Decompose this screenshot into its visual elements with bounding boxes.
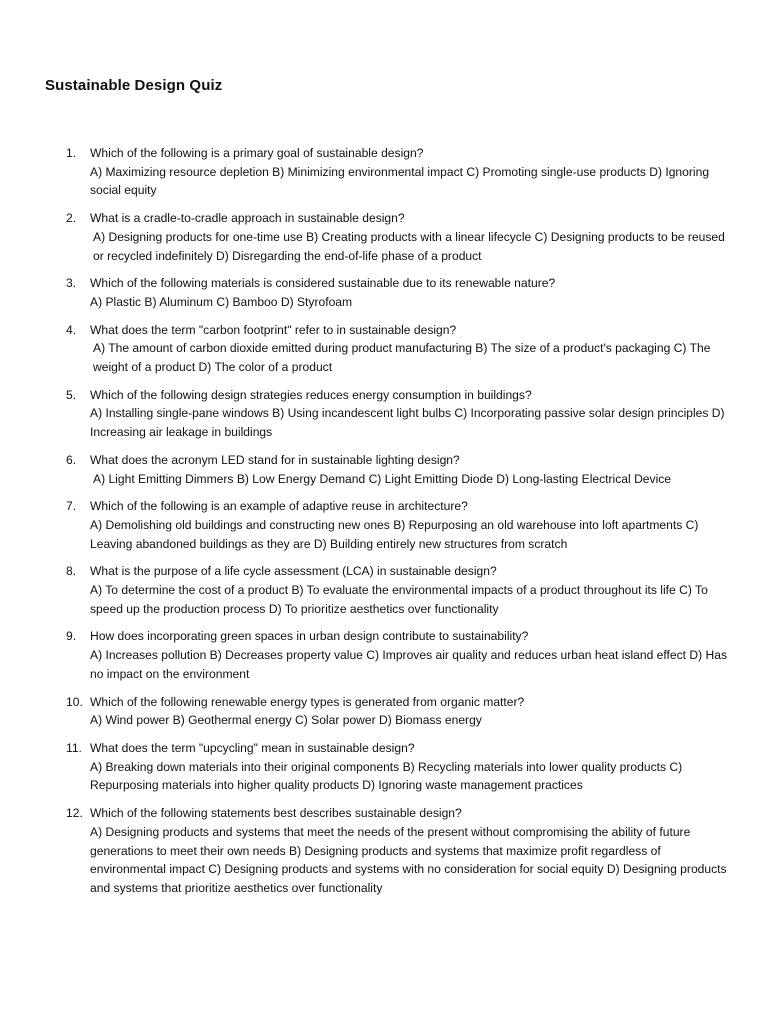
question-text: What does the term "upcycling" mean in sustainable design? [90,740,415,755]
question-item [0,451,768,488]
question-text: Which of the following is an example of adaptive reuse in architecture? [90,499,468,514]
question-item [0,562,768,618]
page-title: Sustainable Design Quiz [45,77,223,94]
question-text: What is the purpose of a life cycle assessment (LCA) in sustainable design? [90,564,497,579]
question-text: Which of the following materials is considered sustainable due to its renewable nature? [90,276,556,291]
question-options: A) Wind power B) Geothermal energy C) Solar power D) Biomass energy [90,713,482,728]
question-options: A) To determine the cost of a product B) To evaluate the environmental impacts of a product throughout its life C) To speed up the production process D) To prioritize aesthetics over functionality [90,583,708,616]
question-number: 2. [66,211,77,226]
question-options: A) Light Emitting Dimmers B) Low Energy Demand C) Light Emitting Diode D) Long-lasting Electrical Device [93,471,672,486]
question-number: 7. [66,499,77,514]
question-text: What does the acronym LED stand for in sustainable lighting design? [90,452,460,467]
question-text: How does incorporating green spaces in urban design contribute to sustainability? [90,629,529,644]
question-item [0,804,768,898]
question-number: 1. [66,146,77,160]
question-number: 8. [66,564,77,579]
question-item [0,274,768,311]
question-options: A) Demolishing old buildings and constructing new ones B) Repurposing an old warehouse into loft apartments C) Leaving abandoned buildings as they are D) Building entirely new structures from scratch [90,517,699,551]
question-options: A) The amount of carbon dioxide emitted during product manufacturing B) The size of a product's packaging C) The weight of a product D) The color of a product [93,341,711,375]
question-number: 5. [66,387,77,402]
question-item [0,386,768,442]
question-number: 10. [66,694,83,709]
question-text: Which of the following is a primary goal of sustainable design? [90,146,424,160]
question-item [0,144,768,200]
question-options: A) Maximizing resource depletion B) Minimizing environmental impact C) Promoting single-use products D) Ignoring social equity [90,164,710,198]
question-options: A) Plastic B) Aluminum C) Bamboo D) Styrofoam [90,294,353,309]
question-list [0,144,768,907]
question-number: 3. [66,276,77,291]
question-item [0,209,768,265]
question-options: A) Increases pollution B) Decreases property value C) Improves air quality and reduces urban heat island effect D) Has no impact on the environment [90,648,728,681]
question-number: 9. [66,629,77,644]
question-number: 11. [66,740,82,755]
question-text: Which of the following renewable energy types is generated from organic matter? [90,694,525,709]
question-item [0,739,768,795]
question-options: A) Designing products for one-time use B) Creating products with a linear lifecycle C) Designing products to be reused or recycled indefinitely D) Disregarding the end-of-life phase of a product [93,229,725,263]
question-options: A) Breaking down materials into their original components B) Recycling materials into lower quality products C) Repurposing materials into higher quality products D) Ignoring waste management practices [90,759,683,793]
question-item [0,627,768,683]
question-item [0,693,768,730]
question-item [0,321,768,377]
question-text: Which of the following design strategies reduces energy consumption in buildings? [90,387,532,402]
question-number: 12. [66,806,83,821]
question-number: 4. [66,322,77,337]
question-number: 6. [66,452,77,467]
question-options: A) Designing products and systems that meet the needs of the present without compromising the ability of future generations to meet their own needs B) Designing products and systems that maximize profit regardless of environmental impact C) Designing products and systems with no consideration for social equity D) Designing products and systems that prioritize aesthetics over functionality [90,824,727,895]
question-item [0,497,768,553]
question-text: What is a cradle-to-cradle approach in sustainable design? [90,211,405,226]
question-text: What does the term "carbon footprint" refer to in sustainable design? [90,322,457,337]
question-text: Which of the following statements best describes sustainable design? [90,806,462,821]
question-options: A) Installing single-pane windows B) Using incandescent light bulbs C) Incorporating passive solar design principles D) Increasing air leakage in buildings [90,406,725,440]
